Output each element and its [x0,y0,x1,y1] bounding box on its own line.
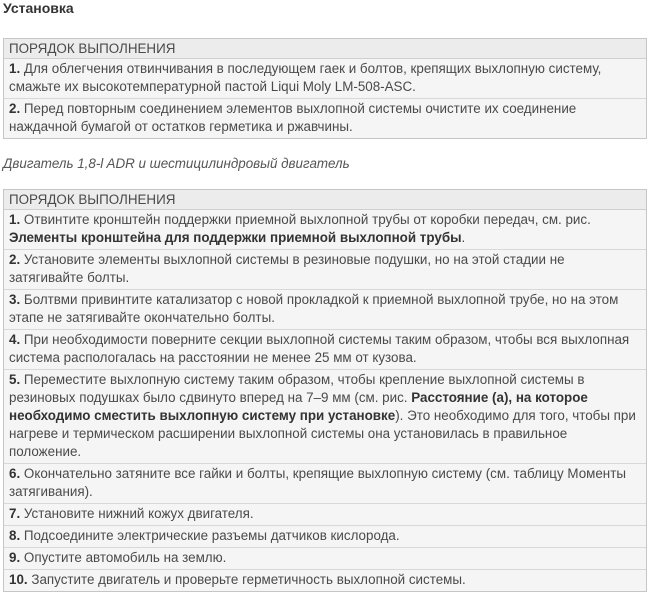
figure-reference[interactable]: Расстояние (а), на которое необходимо сместить выхлопную систему при установке [9,390,588,423]
step-item [4,570,646,591]
step-item [4,330,646,370]
step-number: 6. [9,466,21,481]
step-text: Для облегчения отвинчивания в последующем гаек и болтов, крепящих выхлопную систему, смажьте их высокотемпературной пастой Liqui Moly LM-508-ASC. [9,61,602,94]
step-item [4,370,646,464]
step-text-after: . [461,230,466,245]
step-text: Установите элементы выхлопной системы в резиновые подушки, но на этой стадии не затягивайте болты. [9,252,565,285]
procedure-box-1 [3,38,647,139]
step-text: Окончательно затяните все гайки и болты, крепящие выхлопную систему (см. таблицу Моменты затягивания). [9,466,626,499]
step-text: Отвинтите кронштейн поддержки приемной выхлопной трубы от коробки передач, см. рис. [23,212,591,227]
step-number: 7. [9,506,21,521]
step-text: Запустите двигатель и проверьте герметичность выхлопной системы. [31,572,466,587]
step-text: Подсоедините электрические разъемы датчиков кислорода. [23,528,400,543]
step-item [4,464,646,504]
step-item [4,250,646,290]
step-item [4,290,646,330]
step-item [4,526,646,548]
procedure-header: ПОРЯДОК ВЫПОЛНЕНИЯ [4,190,646,210]
procedure-box-2 [3,189,647,592]
step-text: Опустите автомобиль на землю. [23,550,227,565]
step-text: Болтвми привинтите катализатор с новой прокладкой к приемной выхлопной трубе, но на этом этапе не затягивайте окончательно болты. [9,292,619,325]
step-item [4,504,646,526]
step-number: 1. [9,212,21,227]
step-item [4,99,646,138]
step-text: Установите нижний кожух двигателя. [23,506,254,521]
step-number: 4. [9,332,21,347]
step-number: 1. [9,61,21,76]
step-text: При необходимости поверните секции выхлопной системы таким образом, чтобы вся выхлопная система распологалась на расстоянии не менее 25 мм от кузова. [9,332,630,365]
step-text: Переместите выхлопную систему таким образом, чтобы крепление выхлопной системы в резиновых подушках было сдвинуто вперед на 7–9 мм (см. рис. [9,372,585,405]
step-number: 2. [9,252,21,267]
step-number: 8. [9,528,21,543]
step-text: Перед повторным соединением элементов выхлопной системы очистите их соединение наждачной бумагой от остатков герметика и ржавчины. [9,101,577,134]
step-number: 5. [9,372,21,387]
procedure-header: ПОРЯДОК ВЫПОЛНЕНИЯ [4,39,646,59]
step-item [4,59,646,99]
step-text-after: ). Это необходимо для того, чтобы при нагреве и термическом расширении выхлопной системы она установилась в правильное положение. [9,408,636,459]
step-item [4,548,646,570]
step-number: 3. [9,292,21,307]
engine-subtitle: Двигатель 1,8-l ADR и шестицилиндровый двигатель [3,156,350,171]
step-number: 2. [9,101,21,116]
figure-reference[interactable]: Элементы кронштейна для поддержки приемной выхлопной трубы [9,230,462,245]
page-title: Установка [3,0,74,16]
step-number: 9. [9,550,21,565]
step-item [4,210,646,250]
step-number: 10. [9,572,28,587]
